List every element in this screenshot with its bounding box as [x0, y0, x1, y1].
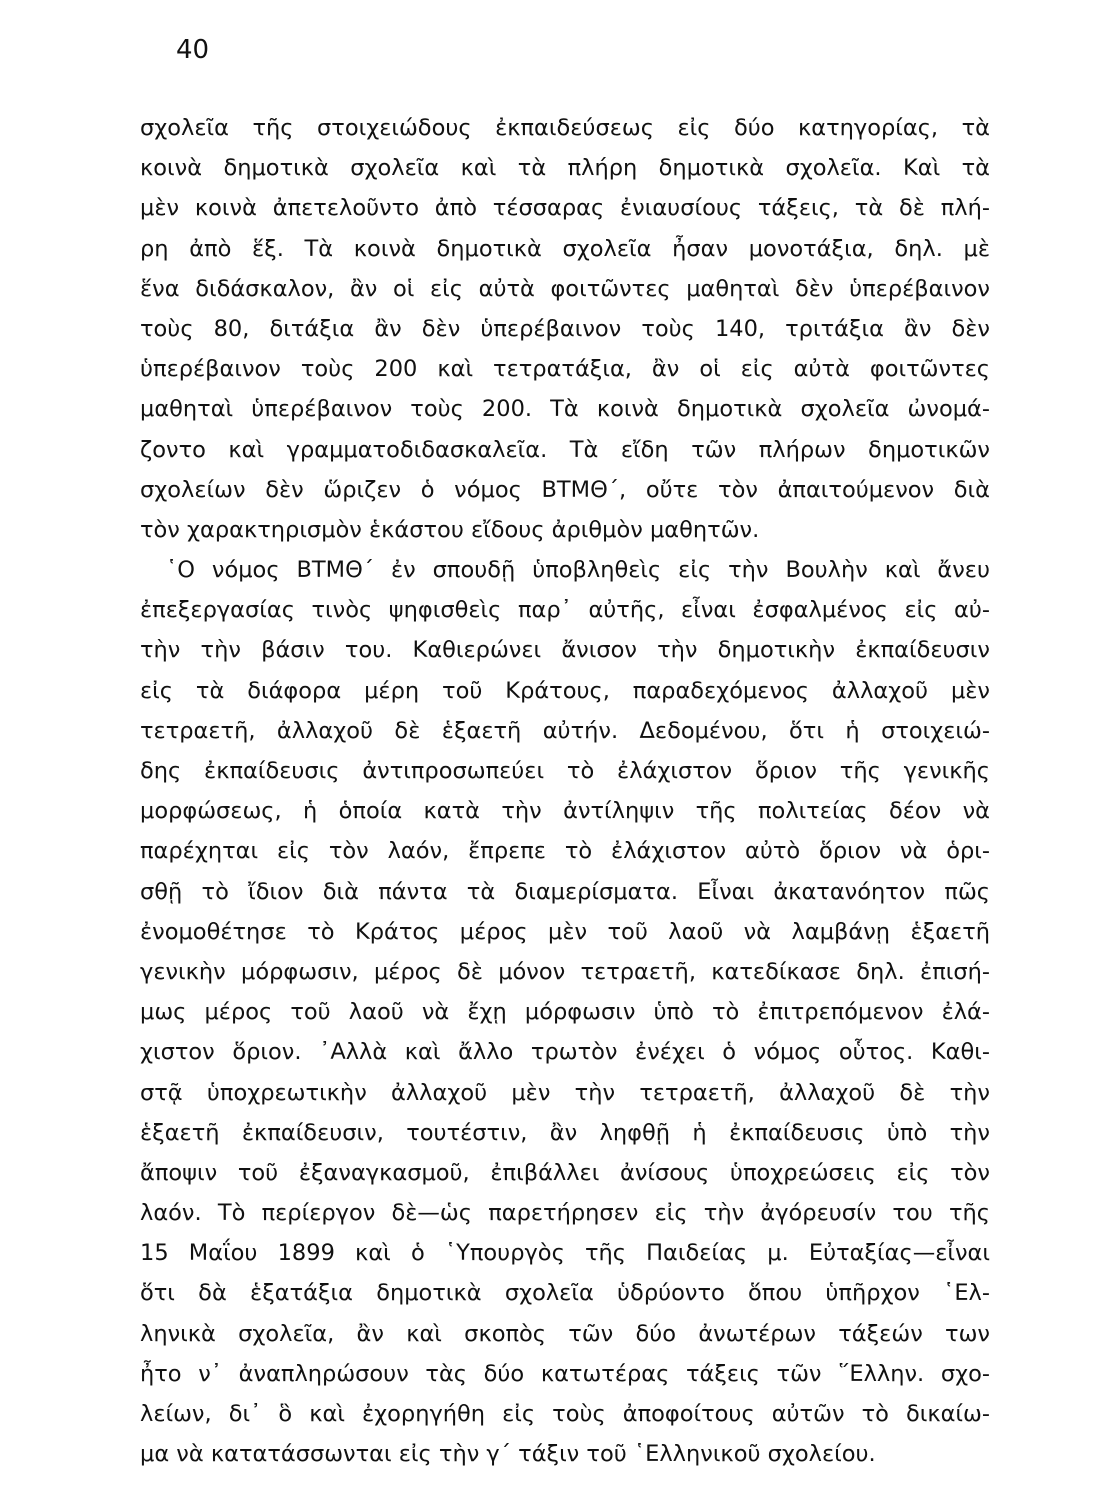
text-line: ἕνα διδάσκαλον, ἂν οἱ εἰς αὐτὰ φοιτῶντες μαθηταὶ δὲν ὑπερέβαινον — [140, 275, 990, 302]
text-line: ὅτι δὰ ἑξατάξια δημοτικὰ σχολεῖα ὑδρύοντο ὅπου ὑπῆρχον ῾Ελ- — [140, 1280, 990, 1307]
text-line: μα νὰ κατατάσσωνται εἰς τὴν γ΄ τάξιν τοῦ ῾Ελληνικοῦ σχολείου. — [140, 1441, 876, 1468]
body-text — [140, 108, 990, 1474]
text-line: δης ἐκπαίδευσις ἀντιπροσωπεύει τὸ ἐλάχιστον ὅριον τῆς γενικῆς — [140, 758, 990, 784]
text-line: μως μέρος τοῦ λαοῦ νὰ ἔχῃ μόρφωσιν ὑπὸ τὸ ἐπιτρεπόμενον ἐλά- — [140, 999, 990, 1026]
text-line: ἑξαετῆ ἐκπαίδευσιν, τουτέστιν, ἂν ληφθῇ ἡ ἐκπαίδευσις ὑπὸ τὴν — [140, 1119, 990, 1146]
text-line: ζοντο καὶ γραμματοδιδασκαλεῖα. Τὰ εἴδη τῶν πλήρων δημοτικῶν — [140, 436, 990, 463]
text-line: ῾Ο νόμος ΒΤΜΘ΄ ἐν σπουδῇ ὑποβληθεὶς εἰς τὴν Βουλὴν καὶ ἄνευ — [166, 557, 990, 584]
text-line: ἦτο ν᾽ ἀναπληρώσουν τὰς δύο κατωτέρας τάξεις τῶν ῞Ελλην. σχο- — [140, 1360, 990, 1387]
text-line: λείων, δι᾽ ὃ καὶ ἐχορηγήθη εἰς τοὺς ἀποφοίτους αὐτῶν τὸ δικαίω- — [140, 1401, 990, 1427]
text-line: ληνικὰ σχολεῖα, ἂν καὶ σκοπὸς τῶν δύο ἀνωτέρων τάξεών των — [140, 1320, 990, 1347]
text-line: μαθηταὶ ὑπερέβαινον τοὺς 200. Τὰ κοινὰ δημοτικὰ σχολεῖα ὠνομά- — [140, 396, 990, 423]
text-line: στᾷ ὑποχρεωτικὴν ἀλλαχοῦ μὲν τὴν τετραετῆ, ἀλλαχοῦ δὲ τὴν — [140, 1079, 990, 1106]
text-line: σθῇ τὸ ἴδιον διὰ πάντα τὰ διαμερίσματα. Εἶναι ἀκατανόητον πῶς — [140, 878, 990, 905]
text-line: τετραετῆ, ἀλλαχοῦ δὲ ἑξαετῆ αὐτήν. Δεδομένου, ὅτι ἡ στοιχειώ- — [140, 717, 990, 744]
text-line: σχολεῖα τῆς στοιχειώδους ἐκπαιδεύσεως εἰς δύο κατηγορίας, τὰ — [140, 115, 990, 141]
text-line: ὑπερέβαινον τοὺς 200 καὶ τετρατάξια, ἂν οἱ εἰς αὐτὰ φοιτῶντες — [140, 356, 990, 383]
text-line: ἄποψιν τοῦ ἐξαναγκασμοῦ, ἐπιβάλλει ἀνίσους ὑποχρεώσεις εἰς τὸν — [140, 1159, 990, 1186]
text-line: τὸν χαρακτηρισμὸν ἑκάστου εἴδους ἀριθμὸν μαθητῶν. — [140, 516, 760, 543]
text-line: παρέχηται εἰς τὸν λαόν, ἔπρεπε τὸ ἐλάχιστον αὐτὸ ὅριον νὰ ὁρι- — [140, 838, 990, 865]
text-line: γενικὴν μόρφωσιν, μέρος δὲ μόνον τετραετῆ, κατεδίκασε δηλ. ἐπισή- — [140, 958, 990, 985]
text-line: ἐνομοθέτησε τὸ Κράτος μέρος μὲν τοῦ λαοῦ νὰ λαμβάνῃ ἑξαετῆ — [140, 918, 990, 945]
text-line: 15 Μαΐου 1899 καὶ ὁ ῾Υπουργὸς τῆς Παιδείας μ. Εὐταξίας—εἶναι — [140, 1240, 990, 1267]
text-line: τοὺς 80, διτάξια ἂν δὲν ὑπερέβαινον τοὺς 140, τριτάξια ἂν δὲν — [140, 315, 990, 342]
text-line: κοινὰ δημοτικὰ σχολεῖα καὶ τὰ πλήρη δημοτικὰ σχολεῖα. Καὶ τὰ — [140, 155, 990, 182]
text-line: ρη ἀπὸ ἕξ. Τὰ κοινὰ δημοτικὰ σχολεῖα ἦσαν μονοτάξια, δηλ. μὲ — [140, 235, 990, 262]
text-line: ἐπεξεργασίας τινὸς ψηφισθεὶς παρ᾽ αὐτῆς, εἶναι ἐσφαλμένος εἰς αὐ- — [140, 597, 990, 624]
text-line: εἰς τὰ διάφορα μέρη τοῦ Κράτους, παραδεχόμενος ἀλλαχοῦ μὲν — [140, 677, 990, 704]
text-line: μορφώσεως, ἡ ὁποία κατὰ τὴν ἀντίληψιν τῆς πολιτείας δέον νὰ — [140, 798, 990, 825]
text-line: λαόν. Τὸ περίεργον δὲ—ὡς παρετήρησεν εἰς τὴν ἀγόρευσίν του τῆς — [140, 1200, 990, 1227]
text-line: χιστον ὅριον. ᾿Αλλὰ καὶ ἄλλο τρωτὸν ἐνέχει ὁ νόμος οὗτος. Καθι- — [140, 1039, 990, 1066]
text-line: μὲν κοινὰ ἀπετελοῦντο ἀπὸ τέσσαρας ἐνιαυσίους τάξεις, τὰ δὲ πλή- — [140, 195, 990, 222]
text-line: τὴν τὴν βάσιν του. Καθιερώνει ἄνισον τὴν δημοτικὴν ἐκπαίδευσιν — [140, 637, 990, 664]
page-number: 40 — [176, 35, 210, 65]
text-line: σχολείων δὲν ὥριζεν ὁ νόμος ΒΤΜΘ΄, οὔτε τὸν ἀπαιτούμενον διὰ — [140, 476, 990, 503]
